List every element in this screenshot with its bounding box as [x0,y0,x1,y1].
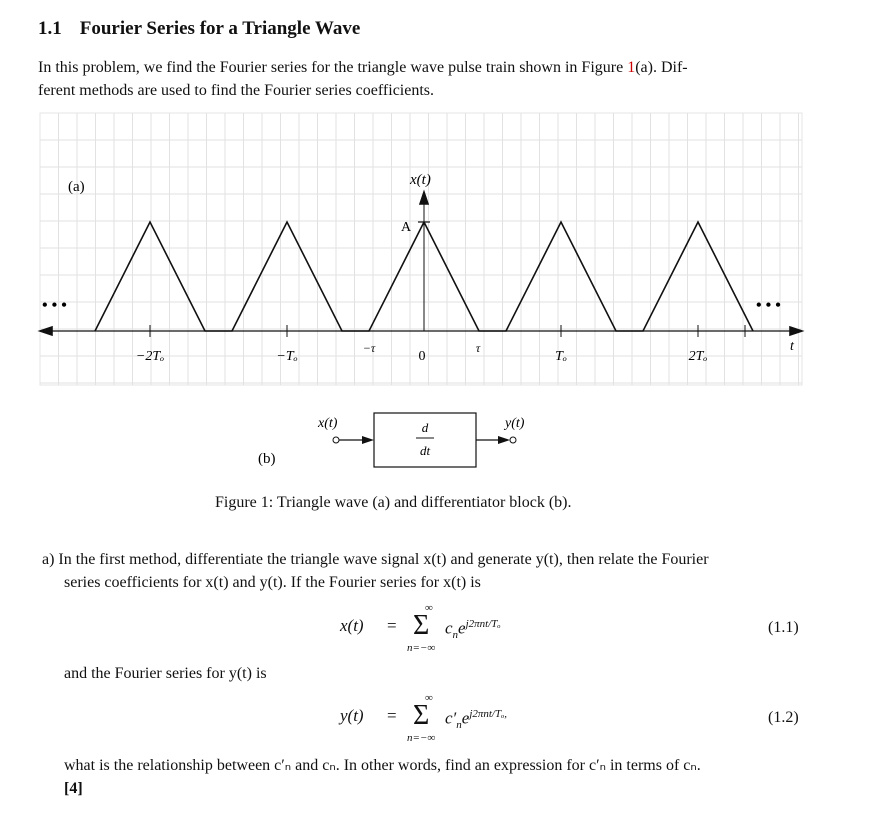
svg-text:dt: dt [419,443,431,458]
panel-a-label: (a) [68,179,85,195]
output-arrow-icon [498,436,510,444]
part-a-middle-text: and the Fourier series for y(t) is [64,665,267,682]
svg-text:τ: τ [475,341,481,355]
panel-b-label: (b) [258,451,276,467]
part-a-text: a) In the first method, differentiate the triangle wave signal x(t) and generate y(t), then relate the Fourier series coefficients for x(t) and y(t). If the Fourier series for x(t) is [42,551,709,591]
intro-paragraph: In this problem, we find the Fourier series for the triangle wave pulse train shown in Figure 1(a). Dif- ferent methods are used to find the Fourier series coefficients. [38,59,688,99]
part-a-question: what is the relationship between c′ₙ and cₙ. In other words, find an expression for c′ₙ in terms of cₙ. [4] [64,754,844,800]
svg-text:Tₒ: Tₒ [555,349,567,364]
x-axis-label: t [790,339,794,354]
equation-number-1-1: (1.1) [768,619,799,636]
equation-number-1-2: (1.2) [768,709,799,726]
equation-1-2: y(t) = ∞ Σ n=−∞ $c'_ne^{j2\pi nt/T_o,}$ [340,692,508,744]
svg-text:d: d [421,420,429,435]
equation-1-1: x(t) = ∞ Σ n=−∞ $c_ne^{j2\pi nt/T_o}$ [340,602,501,654]
section-heading: 1.1 Fourier Series for a Triangle Wave [38,18,361,39]
ellipsis-right: • • • [756,297,781,314]
output-node [510,437,516,443]
svg-text:−Tₒ: −Tₒ [276,349,298,364]
block-output-label: y(t) [505,416,525,431]
input-arrow-icon [362,436,374,444]
y-axis-label: x(t) [410,172,431,188]
figure-caption: Figure 1: Triangle wave (a) and differentiator block (b). [215,494,572,511]
ellipsis-left: • • • [42,297,67,314]
svg-text:0: 0 [418,349,426,364]
block-input-label: x(t) [318,416,338,431]
amplitude-label: A [401,220,412,235]
svg-text:2Tₒ: 2Tₒ [688,349,708,364]
svg-text:−τ: −τ [362,341,376,355]
svg-text:−2Tₒ: −2Tₒ [135,349,165,364]
input-node [333,437,339,443]
marks: [4] [64,780,83,797]
figure-ref-link[interactable]: 1 [627,59,636,76]
